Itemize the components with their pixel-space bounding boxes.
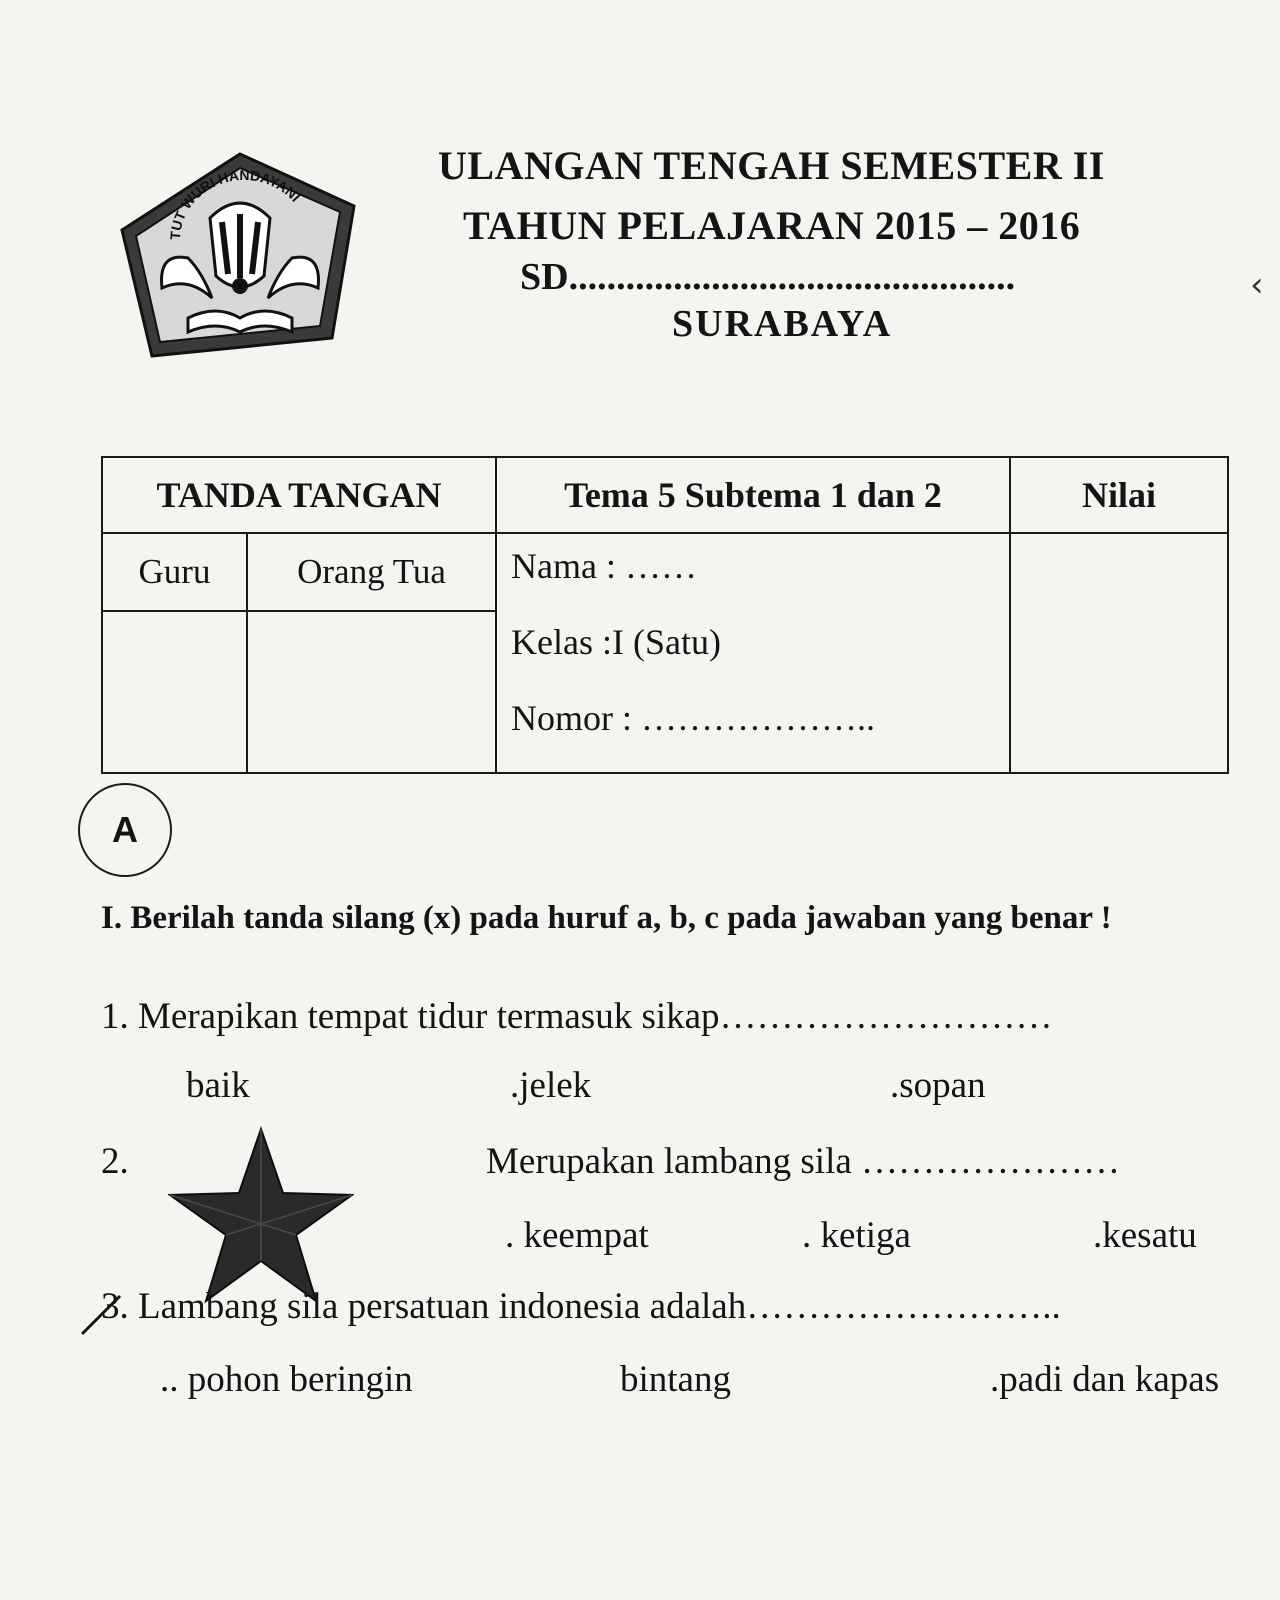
question-3-text: 3. Lambang sila persatuan indonesia adalah…………………….. [101, 1286, 1061, 1327]
parent-signature-box[interactable] [247, 611, 496, 773]
name-field[interactable]: Nama : …… [511, 546, 697, 586]
question-1-option-c[interactable]: .sopan [890, 1065, 986, 1106]
star-icon [168, 1125, 354, 1305]
student-identity-cell [496, 533, 1010, 773]
question-2-option-c[interactable]: .kesatu [1093, 1215, 1197, 1256]
logo-motto: TUT WURI HANDAYANI [166, 166, 304, 241]
teacher-signature-label: Guru [102, 533, 247, 611]
signature-header: TANDA TANGAN [102, 457, 496, 533]
question-2-option-a[interactable]: . keempat [505, 1215, 649, 1256]
question-1-option-a[interactable]: baik [186, 1065, 250, 1106]
parent-signature-label: Orang Tua [247, 533, 496, 611]
city-name: SURABAYA [672, 303, 893, 345]
class-field: Kelas :I (Satu) [511, 622, 721, 662]
tut-wuri-handayani-emblem-icon [118, 148, 366, 368]
question-1-text: 1. Merapikan tempat tidur termasuk sikap……………………… [101, 996, 1053, 1037]
school-name-line: SD............................................... [520, 256, 1016, 298]
teacher-signature-box[interactable] [102, 611, 247, 773]
section-badge: A [78, 783, 172, 877]
number-field[interactable]: Nomor : ……………….. [511, 698, 875, 738]
question-3-option-b[interactable]: bintang [620, 1359, 731, 1400]
theme-header: Tema 5 Subtema 1 dan 2 [496, 457, 1010, 533]
question-2-option-b[interactable]: . ketiga [802, 1215, 911, 1256]
instruction-text: I. Berilah tanda silang (x) pada huruf a, b, c pada jawaban yang benar ! [101, 900, 1112, 936]
exam-title: ULANGAN TENGAH SEMESTER II [438, 143, 1105, 188]
score-box[interactable] [1010, 533, 1228, 773]
student-info-table [101, 456, 1229, 774]
margin-mark: ‹ [1250, 265, 1264, 305]
question-2-number: 2. [101, 1141, 129, 1182]
question-2-text: Merupakan lambang sila ………………… [486, 1141, 1121, 1182]
question-3-option-c[interactable]: .padi dan kapas [990, 1359, 1220, 1400]
question-3-option-a[interactable]: .. pohon beringin [160, 1359, 413, 1400]
question-1-option-b[interactable]: .jelek [510, 1065, 592, 1106]
score-header: Nilai [1010, 457, 1228, 533]
academic-year: TAHUN PELAJARAN 2015 – 2016 [463, 203, 1081, 248]
strike-mark-icon [76, 1290, 126, 1340]
